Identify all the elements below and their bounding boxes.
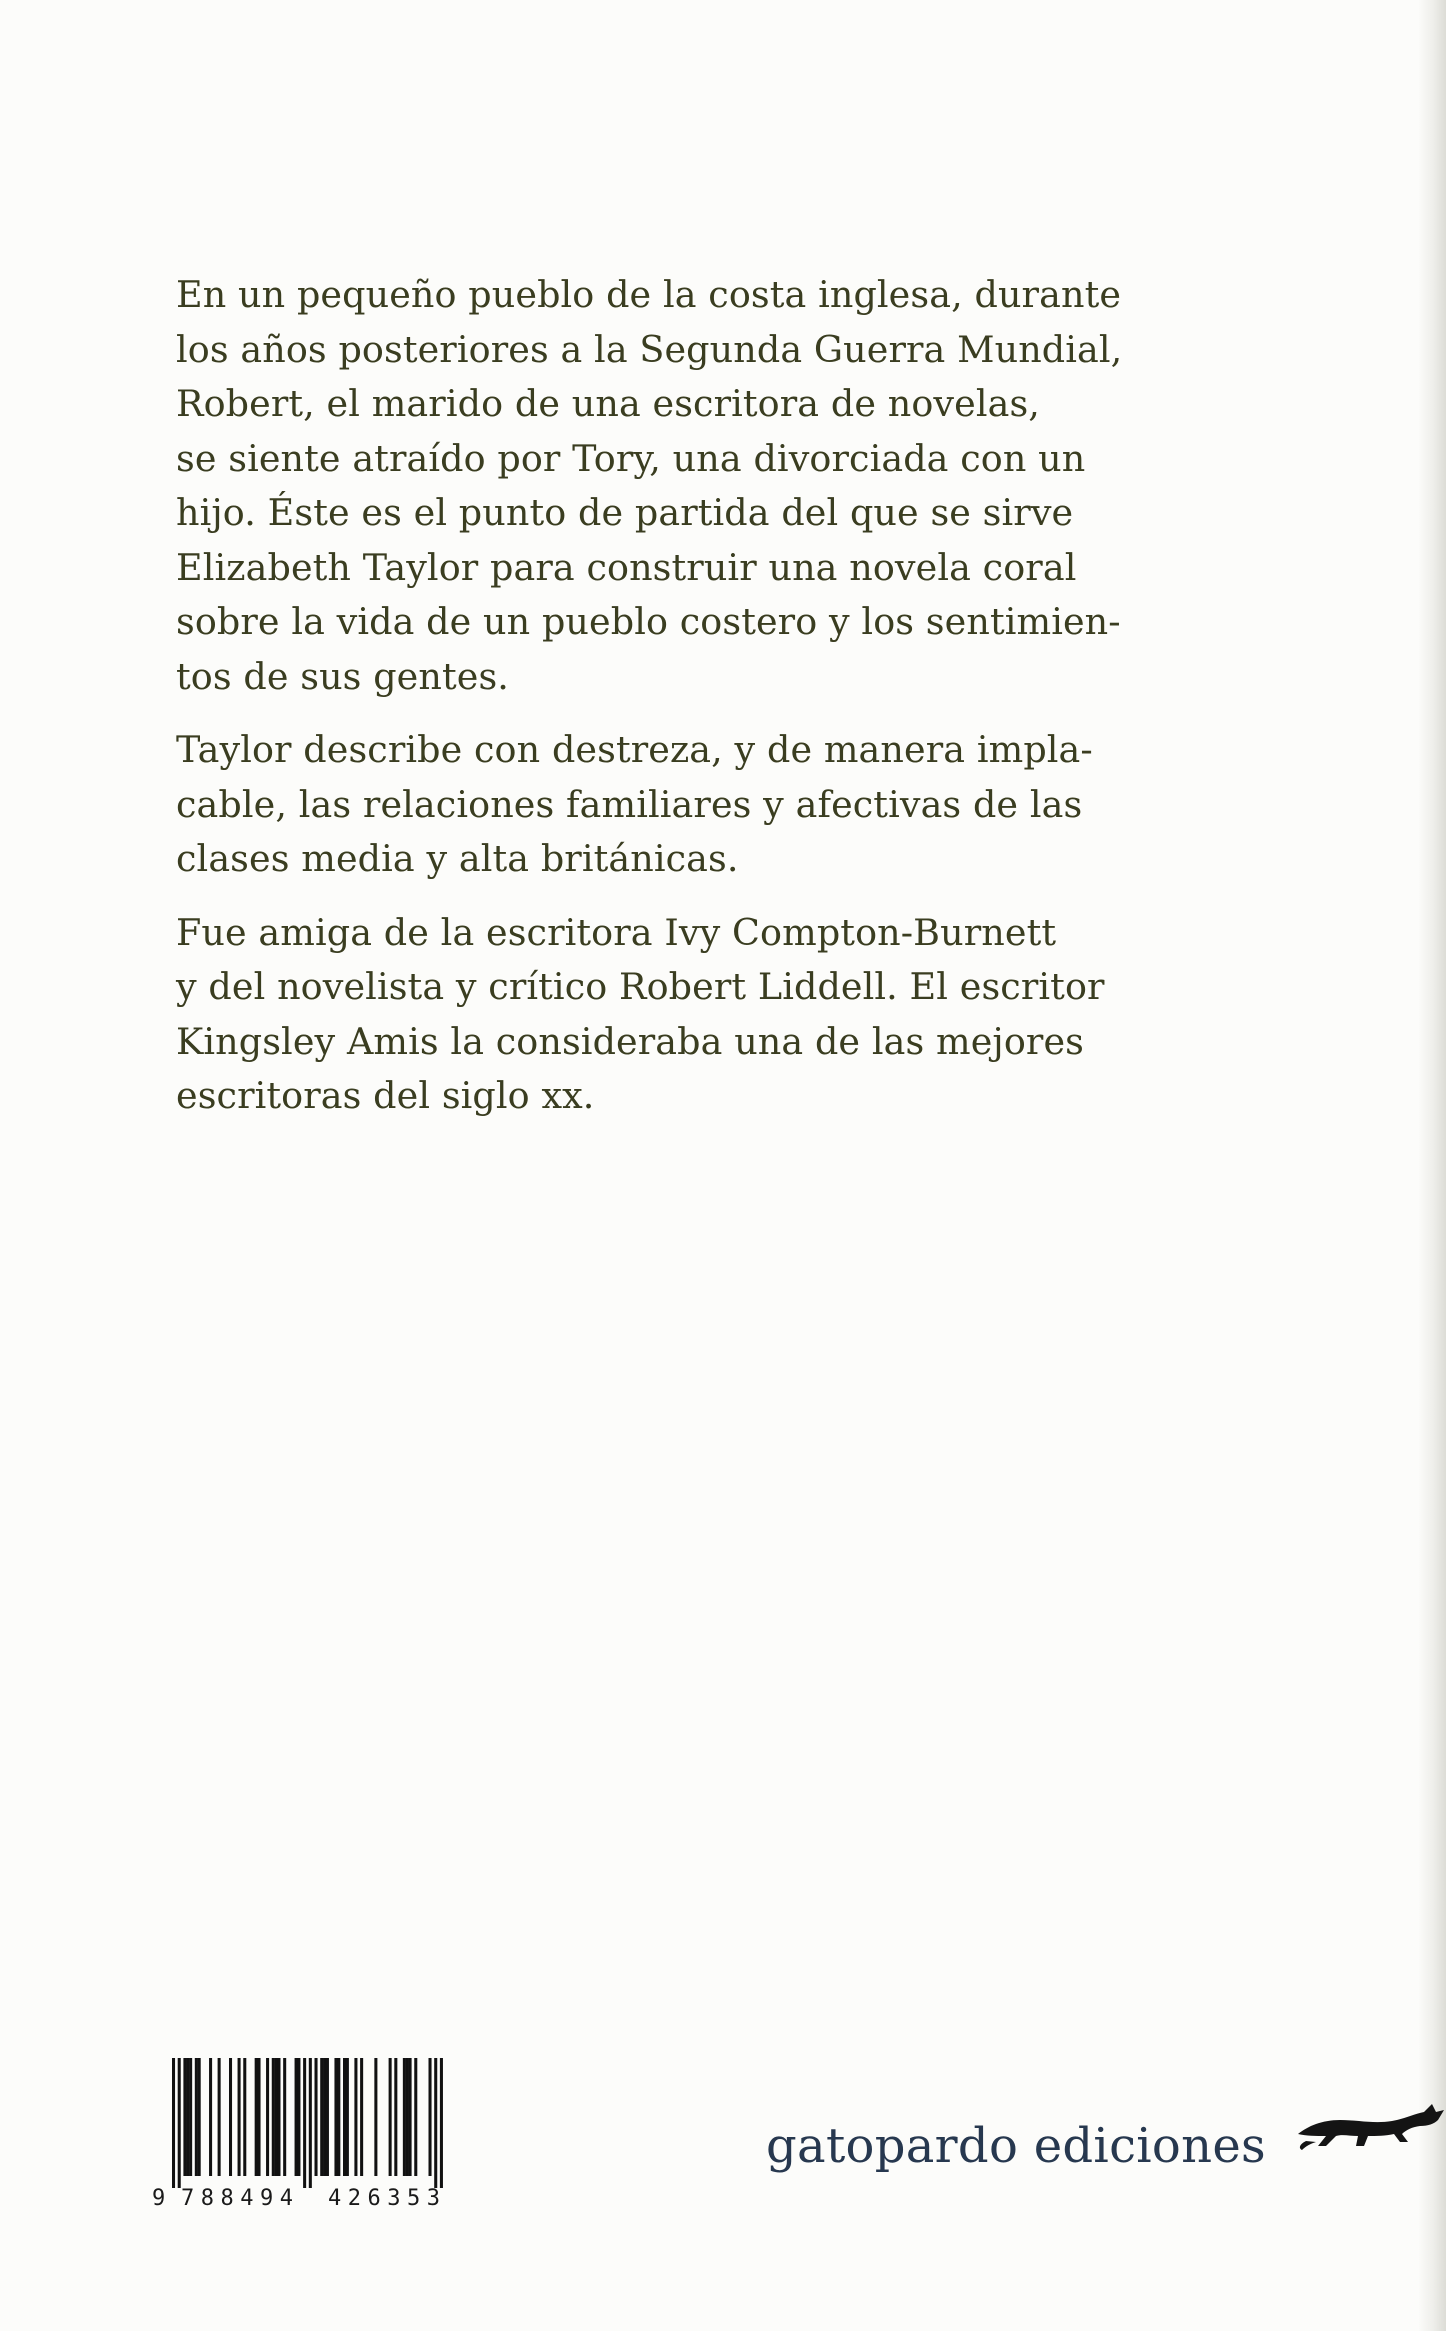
blurb-line: escritoras del siglo xx. bbox=[176, 1074, 595, 1117]
barcode-bar bbox=[337, 2058, 340, 2176]
barcode-bar bbox=[334, 2058, 337, 2176]
barcode-bar bbox=[346, 2058, 349, 2176]
blurb-line: sobre la vida de un pueblo costero y los sentimien- bbox=[176, 600, 1121, 643]
blurb-line: Fue amiga de la escritora Ivy Compton-Burnett bbox=[176, 910, 1057, 954]
barcode-group-1: 788494 bbox=[181, 2186, 300, 2211]
barcode-bar bbox=[309, 2058, 312, 2188]
barcode-bar bbox=[266, 2058, 269, 2176]
barcode-group-2: 426353 bbox=[328, 2186, 447, 2211]
barcode-bar bbox=[389, 2058, 392, 2176]
barcode-bar bbox=[414, 2058, 417, 2176]
barcode-bar bbox=[198, 2058, 201, 2176]
barcode-bar bbox=[315, 2058, 318, 2176]
barcode-bar bbox=[243, 2058, 246, 2176]
barcode-bars bbox=[150, 2058, 470, 2188]
barcode-bar bbox=[354, 2058, 357, 2176]
blurb-line: Taylor describe con destreza, y de manera impla- bbox=[176, 728, 1093, 771]
barcode-bar bbox=[409, 2058, 412, 2176]
blurb-line: En un pequeño pueblo de la costa inglesa, durante bbox=[176, 273, 1122, 316]
cover-edge-shadow bbox=[1418, 0, 1446, 2331]
barcode-bar bbox=[209, 2058, 212, 2176]
barcode-lead-digit: 9 bbox=[152, 2186, 166, 2211]
barcode-bar bbox=[283, 2058, 286, 2176]
barcode-bar bbox=[218, 2058, 221, 2176]
barcode-bar bbox=[272, 2058, 275, 2176]
barcode-bar bbox=[394, 2058, 397, 2176]
blurb-line: y del novelista y crítico Robert Liddell. El escritor bbox=[176, 965, 1105, 1008]
blurb-line: los años posteriores a la Segunda Guerra Mundial, bbox=[176, 327, 1123, 371]
barcode-bar bbox=[255, 2058, 258, 2176]
blurb-line: cable, las relaciones familiares y afectivas de las bbox=[176, 782, 1083, 826]
barcode-bar bbox=[303, 2058, 306, 2188]
barcode-bar bbox=[406, 2058, 409, 2176]
blurb-line: Robert, el marido de una escritora de novelas, bbox=[176, 382, 1040, 425]
barcode-bar bbox=[295, 2058, 298, 2176]
blurb-paragraph-2 bbox=[176, 723, 1236, 887]
blurb-line: hijo. Éste es el punto de partida del que se sirve bbox=[176, 491, 1074, 534]
blurb-line: Kingsley Amis la consideraba una de las mejores bbox=[176, 1019, 1084, 1063]
barcode-bar bbox=[360, 2058, 363, 2176]
publisher-name: gatopardo ediciones bbox=[766, 2118, 1266, 2174]
blurb-paragraph-3 bbox=[176, 906, 1236, 1124]
barcode-bar bbox=[178, 2058, 181, 2188]
barcode-bar bbox=[229, 2058, 232, 2176]
barcode-bar bbox=[374, 2058, 377, 2176]
barcode-bar bbox=[320, 2058, 323, 2176]
barcode-bar bbox=[440, 2058, 443, 2188]
barcode-bar bbox=[429, 2058, 432, 2176]
barcode-bar bbox=[258, 2058, 261, 2176]
blurb-text bbox=[176, 268, 1236, 1143]
barcode-bar bbox=[275, 2058, 278, 2176]
blurb-line: Elizabeth Taylor para construir una novela coral bbox=[176, 545, 1077, 589]
barcode-bar bbox=[195, 2058, 198, 2176]
blurb-line: se siente atraído por Tory, una divorciada con un bbox=[176, 436, 1086, 480]
blurb-paragraph-1 bbox=[176, 268, 1236, 704]
barcode-bar bbox=[326, 2058, 329, 2176]
barcode-bar bbox=[183, 2058, 186, 2176]
isbn-barcode bbox=[150, 2058, 470, 2211]
leopard-silhouette-icon bbox=[1296, 2096, 1446, 2156]
barcode-bar bbox=[277, 2058, 280, 2176]
barcode-bar bbox=[297, 2058, 300, 2176]
blurb-line: tos de sus gentes. bbox=[176, 654, 509, 698]
barcode-bar bbox=[434, 2058, 437, 2188]
barcode-bar bbox=[323, 2058, 326, 2176]
barcode-bar bbox=[186, 2058, 189, 2176]
barcode-bar bbox=[189, 2058, 192, 2176]
barcode-bar bbox=[238, 2058, 241, 2176]
barcode-bar bbox=[343, 2058, 346, 2176]
barcode-bar bbox=[172, 2058, 175, 2188]
blurb-line: clases media y alta británicas. bbox=[176, 837, 739, 880]
barcode-bar bbox=[403, 2058, 406, 2176]
